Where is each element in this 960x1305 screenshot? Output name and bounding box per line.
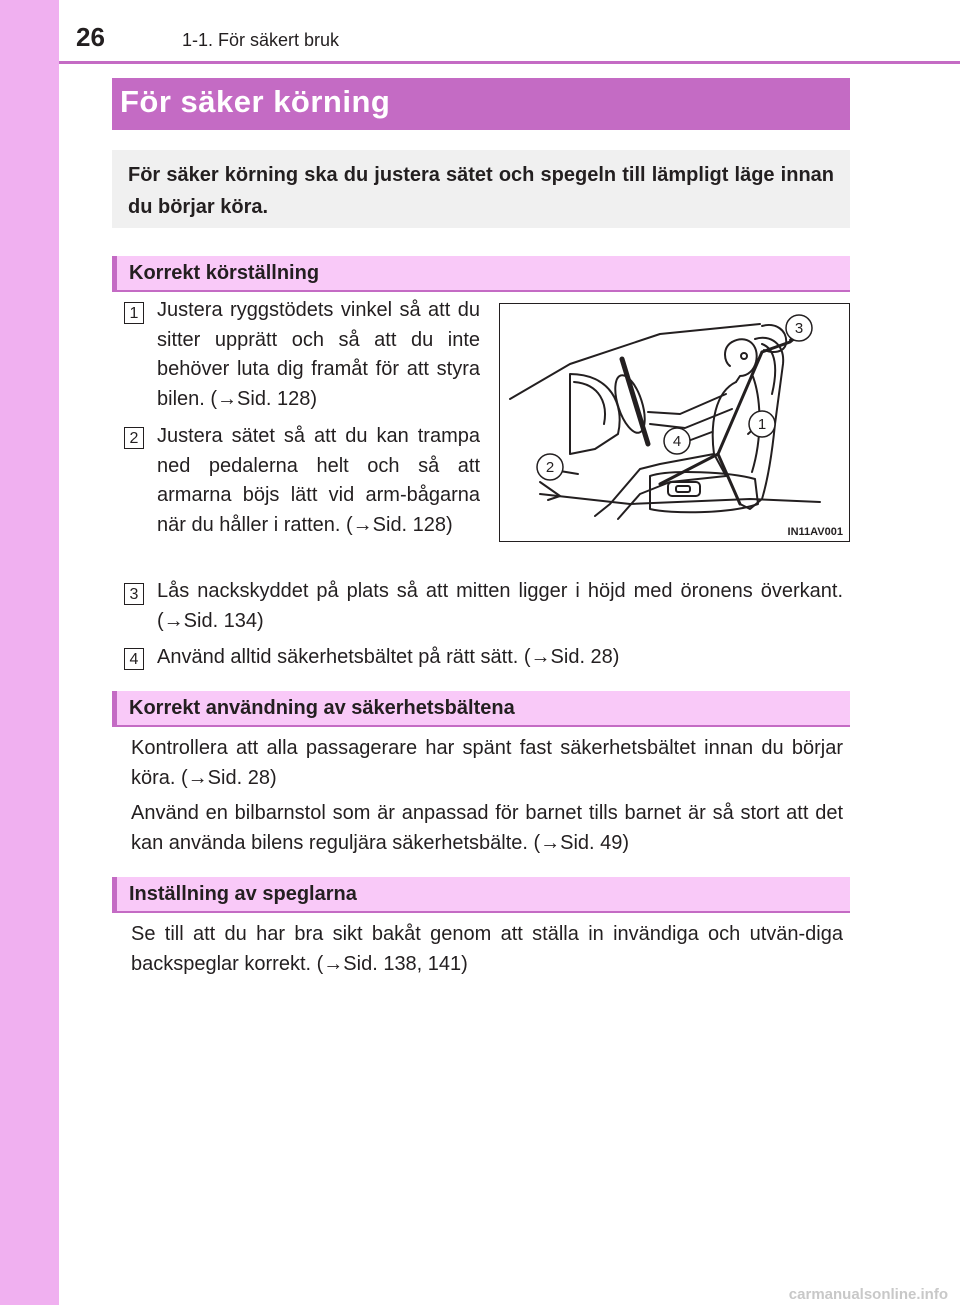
callout-3: 3 [794,320,804,337]
item-number-2: 2 [124,427,144,449]
intro-box [112,150,850,228]
side-tab [0,0,59,1305]
seatbelt-paragraph-1: Kontrollera att alla passagerare har spänt fast säkerhetsbältet innan du börjar köra. (→Sid. 28) [131,737,843,789]
item-number-3: 3 [124,583,144,605]
section-heading-mirrors: Inställning av speglarna [112,877,850,913]
driver-seat-icon [500,304,849,541]
watermark: carmanualsonline.info [788,1286,948,1303]
callout-4: 4 [672,433,682,450]
running-head: 1-1. För säkert bruk [182,30,340,50]
section-heading-seatbelts: Korrekt användning av säkerhetsbältena [112,691,850,727]
item-number-4: 4 [124,648,144,670]
item-text-1: Justera ryggstödets vinkel så att du sitter upprätt och så att du inte behöver luta dig framåt för att styra bilen. (→Sid. 128) [157,299,480,410]
callout-1: 1 [757,416,767,433]
figure-code: IN11AV001 [787,526,843,538]
item-number-1: 1 [124,302,144,324]
mirrors-paragraph-1: Se till att du har bra sikt bakåt genom att ställa in invändiga och utvän-diga backspeglar korrekt. (→Sid. 138, 141) [131,923,843,975]
driver-seat-illustration [499,303,850,542]
title-band [112,78,850,130]
item-text-4: Använd alltid säkerhetsbältet på rätt sätt. (→Sid. 28) [157,646,620,668]
item-text-2: Justera sätet så att du kan trampa ned pedalerna helt och så att armarna böjs lätt vid arm-bågarna när du håller i ratten. (→Sid. 128) [157,425,480,536]
intro-text: För säker körning ska du justera sätet och spegeln till lämpligt läge innan du börjar köra. [128,164,834,218]
seatbelt-paragraph-2: Använd en bilbarnstol som är anpassad för barnet tills barnet är så stort att det kan använda bilens reguljära säkerhetsbälte. (→Sid. 49) [131,802,843,854]
page-number: 26 [76,22,105,52]
section-heading-driving-position: Korrekt körställning [112,256,850,292]
item-text-3: Lås nackskyddet på plats så att mitten ligger i höjd med öronens överkant. (→Sid. 134) [157,580,843,632]
page-title: För säker körning [120,84,391,119]
header-rule [59,61,960,64]
callout-2: 2 [545,459,555,476]
